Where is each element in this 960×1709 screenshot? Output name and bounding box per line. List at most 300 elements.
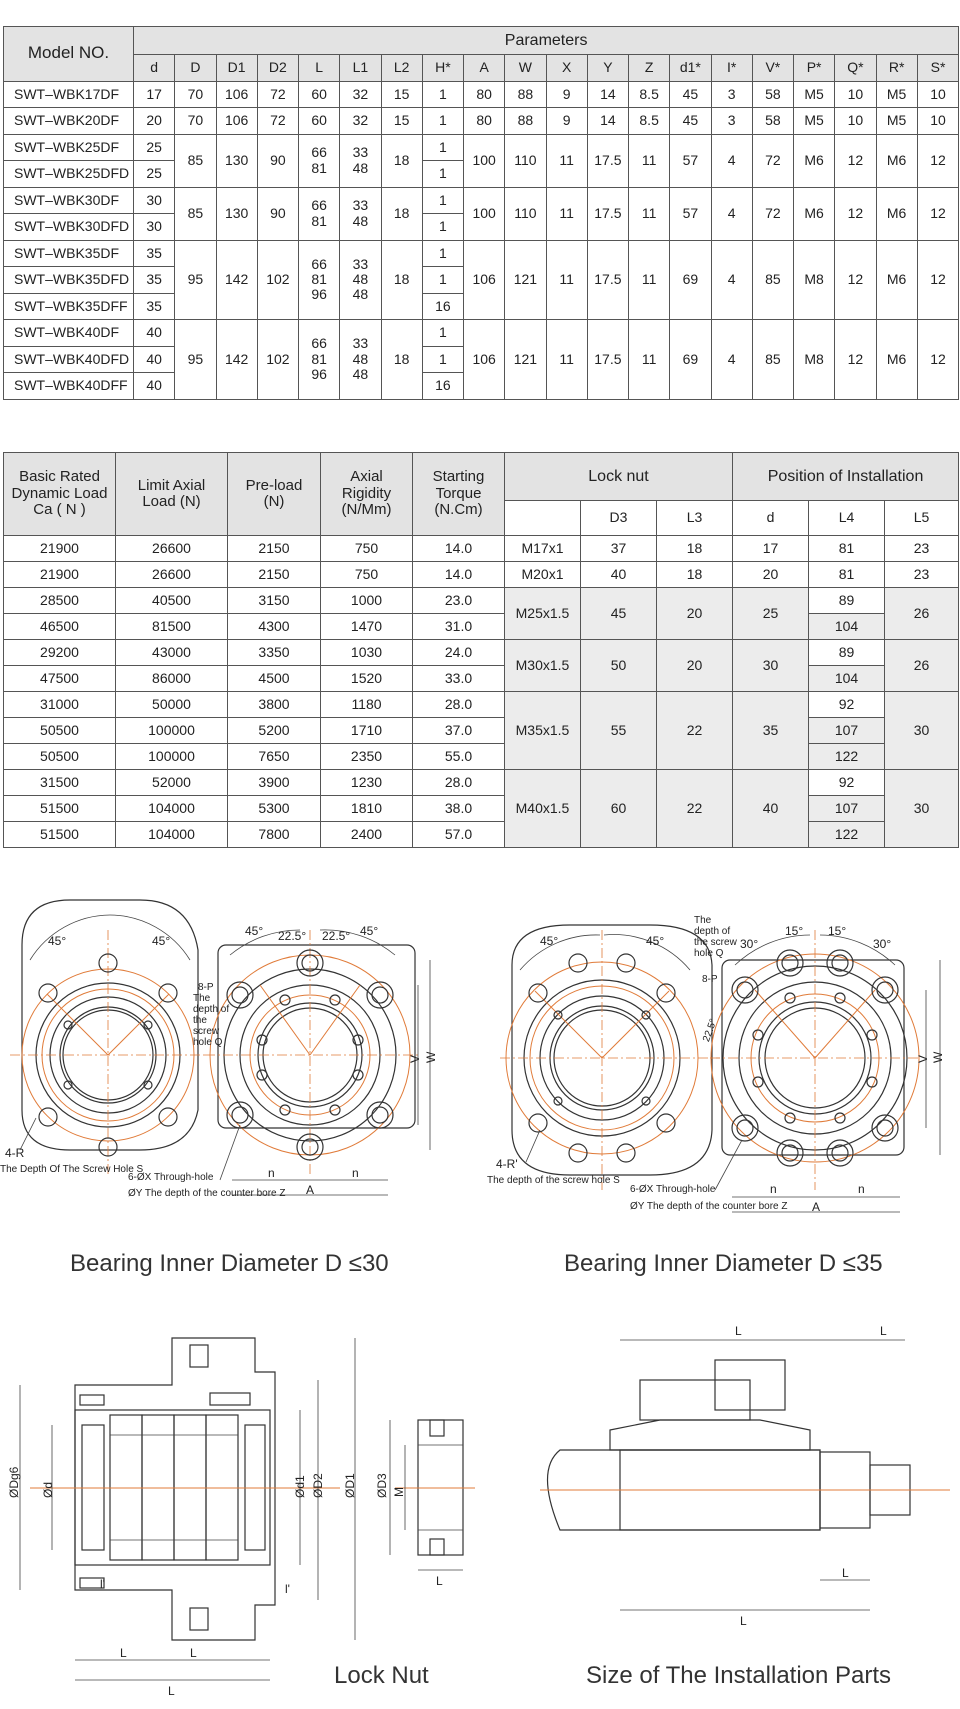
limit-axial-load-header: Limit Axial Load (N) xyxy=(116,453,228,536)
cell-d3: 50 xyxy=(581,640,657,692)
cell-S: 10 xyxy=(917,108,959,135)
angle-label: 15° xyxy=(785,924,804,938)
cell-Y: 17.5 xyxy=(587,187,628,240)
model-number: SWT–WBK35DFF xyxy=(4,293,134,320)
angle-label: 45° xyxy=(48,934,67,948)
cell-l5: 23 xyxy=(885,536,959,562)
cell-d: 40 xyxy=(134,346,175,373)
cell-D1: 106 xyxy=(216,108,257,135)
cell-preload: 3800 xyxy=(228,692,321,718)
cell-L1-line: 48 xyxy=(352,271,369,288)
cell-W: 88 xyxy=(505,108,546,135)
screw-hole-q-label: The depth of the screw hole Q xyxy=(694,915,737,959)
cell-R: M6 xyxy=(876,187,917,240)
cell-Q: 12 xyxy=(835,240,876,320)
cell-X: 11 xyxy=(546,187,587,240)
cell-d1: 57 xyxy=(670,134,711,187)
cell-torque: 24.0 xyxy=(413,640,505,666)
cell-rigidity: 1810 xyxy=(321,796,413,822)
cell-l4: 81 xyxy=(809,562,885,588)
cell-I: 4 xyxy=(711,320,752,400)
through-hole-label: 6-ØX Through-hole xyxy=(630,1184,716,1195)
counter-bore-label: ØY The depth of the counter bore Z xyxy=(630,1201,788,1212)
cell-Z: 8.5 xyxy=(629,108,670,135)
model-number-header: Model NO. xyxy=(4,27,134,82)
cell-l4: 107 xyxy=(809,796,885,822)
cell-thread: M40x1.5 xyxy=(505,770,581,848)
cell-Z: 8.5 xyxy=(629,81,670,108)
cell-d: 30 xyxy=(134,214,175,241)
model-number: SWT–WBK30DF xyxy=(4,187,134,214)
angle-label: 22.5° xyxy=(701,1017,720,1044)
cell-Z: 11 xyxy=(629,187,670,240)
cell-L-line: 81 xyxy=(311,350,327,367)
cell-thread: M25x1.5 xyxy=(505,588,581,640)
thread-p-label: 8-P xyxy=(702,974,718,985)
cell-thread: M30x1.5 xyxy=(505,640,581,692)
cell-W: 88 xyxy=(505,81,546,108)
cell-D: 70 xyxy=(175,81,216,108)
cell-d1: 45 xyxy=(670,81,711,108)
model-number: SWT–WBK17DF xyxy=(4,81,134,108)
cell-H: 16 xyxy=(422,373,463,400)
lock-nut-header: Lock nut xyxy=(505,453,733,501)
cell-d: 40 xyxy=(134,320,175,347)
l4-subheader: L4 xyxy=(809,501,885,536)
cell-thread: M35x1.5 xyxy=(505,692,581,770)
dimension-n: n xyxy=(770,1182,777,1196)
cell-L-line: 66 xyxy=(311,335,327,352)
cell-P: M8 xyxy=(794,240,835,320)
lock-nut-drawing xyxy=(375,1420,475,1588)
cell-l3: 22 xyxy=(657,770,733,848)
cell-d: 30 xyxy=(134,187,175,214)
cell-D2: 90 xyxy=(257,134,298,187)
cell-limit: 86000 xyxy=(116,666,228,692)
cell-A: 106 xyxy=(464,320,505,400)
column-header-D2: D2 xyxy=(257,55,298,82)
cell-L-line: 66 xyxy=(311,144,327,161)
column-header-A: A xyxy=(464,55,505,82)
column-header-P: P* xyxy=(794,55,835,82)
cell-rigidity: 1710 xyxy=(321,718,413,744)
cell-d: 17 xyxy=(733,536,809,562)
cell-limit: 100000 xyxy=(116,744,228,770)
cell-l4: 122 xyxy=(809,744,885,770)
cell-L1: 32 xyxy=(340,81,381,108)
cell-L1-line: 48 xyxy=(352,212,369,229)
cell-rigidity: 2350 xyxy=(321,744,413,770)
cell-torque: 38.0 xyxy=(413,796,505,822)
cell-H: 1 xyxy=(422,187,463,214)
cell-V: 85 xyxy=(752,240,793,320)
cell-limit: 104000 xyxy=(116,796,228,822)
dimension-l-prime: l' xyxy=(100,1577,105,1591)
cell-L1-line: 48 xyxy=(352,159,369,176)
cell-W: 121 xyxy=(505,320,546,400)
parameters-header: Parameters xyxy=(134,27,959,55)
cell-Z: 11 xyxy=(629,134,670,187)
cell-L1: 32 xyxy=(340,108,381,135)
cell-L1-line: 48 xyxy=(352,365,369,382)
cell-L-line: 66 xyxy=(311,197,327,214)
cell-L-line: 81 xyxy=(311,159,327,176)
model-number: SWT–WBK40DFD xyxy=(4,346,134,373)
cell-S: 12 xyxy=(917,134,959,187)
cell-R: M6 xyxy=(876,320,917,400)
cell-V: 58 xyxy=(752,108,793,135)
dimension-v: V xyxy=(916,1054,930,1063)
angle-label: 30° xyxy=(873,937,892,951)
cell-limit: 104000 xyxy=(116,822,228,848)
hole-r-label: 4-R xyxy=(5,1146,25,1160)
cell-thread: M17x1 xyxy=(505,536,581,562)
column-header-L2: L2 xyxy=(381,55,422,82)
model-number: SWT–WBK40DFF xyxy=(4,373,134,400)
cell-S: 12 xyxy=(917,320,959,400)
cell-torque: 55.0 xyxy=(413,744,505,770)
cell-L2: 18 xyxy=(381,187,422,240)
cell-H: 16 xyxy=(422,293,463,320)
cell-ca: 46500 xyxy=(4,614,116,640)
cell-V: 72 xyxy=(752,187,793,240)
cell-l3: 22 xyxy=(657,692,733,770)
dimension-a: A xyxy=(306,1183,315,1197)
cell-P: M6 xyxy=(794,187,835,240)
cell-torque: 28.0 xyxy=(413,692,505,718)
cell-Y: 14 xyxy=(587,81,628,108)
cell-H: 1 xyxy=(422,214,463,241)
cell-d1: 69 xyxy=(670,240,711,320)
cell-A: 106 xyxy=(464,240,505,320)
cell-ca: 29200 xyxy=(4,640,116,666)
cell-preload: 3900 xyxy=(228,770,321,796)
cell-l5: 26 xyxy=(885,588,959,640)
cell-l3: 20 xyxy=(657,588,733,640)
cell-l4: 104 xyxy=(809,614,885,640)
cell-D1: 142 xyxy=(216,320,257,400)
cell-d: 40 xyxy=(733,770,809,848)
angle-label: 30° xyxy=(740,937,759,951)
cell-X: 9 xyxy=(546,81,587,108)
cell-l4: 104 xyxy=(809,666,885,692)
cell-D: 95 xyxy=(175,240,216,320)
cell-A: 100 xyxy=(464,187,505,240)
housing-view-small xyxy=(128,924,438,1199)
cell-preload: 3350 xyxy=(228,640,321,666)
cell-L1-line: 48 xyxy=(352,350,369,367)
caption-large-bearing: Bearing Inner Diameter D ≤35 xyxy=(564,1250,883,1277)
dimension-L: L xyxy=(190,1646,197,1660)
cell-L-line: 81 xyxy=(311,271,327,288)
dimension-d: Ød xyxy=(41,1481,55,1498)
cell-L1-line: 33 xyxy=(352,144,369,161)
model-number: SWT–WBK25DFD xyxy=(4,161,134,188)
cell-ca: 50500 xyxy=(4,744,116,770)
dimension-a: A xyxy=(812,1200,821,1214)
cell-l5: 26 xyxy=(885,640,959,692)
flange-view-large xyxy=(487,925,720,1190)
cell-P: M5 xyxy=(794,108,835,135)
cell-limit: 43000 xyxy=(116,640,228,666)
cell-limit: 26600 xyxy=(116,536,228,562)
cell-P: M6 xyxy=(794,134,835,187)
angle-label: 45° xyxy=(152,934,171,948)
cell-d1: 57 xyxy=(670,187,711,240)
cell-R: M5 xyxy=(876,108,917,135)
cell-L: 60 xyxy=(299,81,340,108)
dimension-dg6: ØDg6 xyxy=(7,1466,21,1498)
cell-R: M6 xyxy=(876,240,917,320)
cell-ca: 51500 xyxy=(4,822,116,848)
d3-subheader: D3 xyxy=(581,501,657,536)
preload-header: Pre-load (N) xyxy=(228,453,321,536)
dimension-D1: ØD1 xyxy=(343,1473,357,1498)
cell-d: 20 xyxy=(733,562,809,588)
cell-H: 1 xyxy=(422,81,463,108)
cell-Q: 10 xyxy=(835,108,876,135)
cell-d: 35 xyxy=(733,692,809,770)
column-header-X: X xyxy=(546,55,587,82)
screw-hole-s-label: The depth of the screw hole S xyxy=(487,1175,620,1186)
cell-torque: 31.0 xyxy=(413,614,505,640)
dimension-l-prime: l' xyxy=(285,1582,290,1596)
model-number: SWT–WBK25DF xyxy=(4,134,134,161)
cell-preload: 5200 xyxy=(228,718,321,744)
dimension-L: L xyxy=(880,1324,887,1338)
axial-rigidity-header: Axial Rigidity (N/Mm) xyxy=(321,453,413,536)
cell-l3: 18 xyxy=(657,562,733,588)
cell-preload: 4500 xyxy=(228,666,321,692)
screw-hole-s-text: The Depth Of The Screw Hole S xyxy=(0,1164,144,1175)
cell-L2: 15 xyxy=(381,81,422,108)
cell-d: 30 xyxy=(733,640,809,692)
dynamic-load-header: Basic Rated Dynamic Load Ca ( N ) xyxy=(4,453,116,536)
cell-H: 1 xyxy=(422,320,463,347)
cell-L2: 18 xyxy=(381,134,422,187)
cell-W: 110 xyxy=(505,187,546,240)
model-number: SWT–WBK35DF xyxy=(4,240,134,267)
cell-ca: 50500 xyxy=(4,718,116,744)
cell-H: 1 xyxy=(422,267,463,294)
model-number: SWT–WBK35DFD xyxy=(4,267,134,294)
dimension-L: L xyxy=(168,1684,175,1698)
cell-l4: 92 xyxy=(809,770,885,796)
dimension-w: W xyxy=(424,1051,438,1063)
cell-L: 60 xyxy=(299,108,340,135)
cell-X: 11 xyxy=(546,240,587,320)
angle-label: 45° xyxy=(360,924,379,938)
cell-ca: 31500 xyxy=(4,770,116,796)
cell-I: 4 xyxy=(711,187,752,240)
cell-ca: 21900 xyxy=(4,536,116,562)
dimension-n: n xyxy=(858,1182,865,1196)
dimension-d1: Ød1 xyxy=(293,1475,307,1498)
hole-r-label: 4-R' xyxy=(496,1157,518,1171)
dimension-D3: ØD3 xyxy=(375,1473,389,1498)
dimension-L: L xyxy=(436,1574,443,1588)
cell-preload: 2150 xyxy=(228,536,321,562)
cell-R: M6 xyxy=(876,134,917,187)
column-header-D1: D1 xyxy=(216,55,257,82)
cell-X: 11 xyxy=(546,134,587,187)
cell-d: 35 xyxy=(134,267,175,294)
dimension-n: n xyxy=(352,1166,359,1180)
dimension-D2: ØD2 xyxy=(311,1473,325,1498)
column-header-d1: d1* xyxy=(670,55,711,82)
cell-l5: 30 xyxy=(885,692,959,770)
column-header-W: W xyxy=(505,55,546,82)
cell-rigidity: 2400 xyxy=(321,822,413,848)
cell-L2: 18 xyxy=(381,320,422,400)
cell-P: M8 xyxy=(794,320,835,400)
cell-Z: 11 xyxy=(629,240,670,320)
screw-hole-s-label xyxy=(0,1164,144,1175)
angle-label: 15° xyxy=(828,924,847,938)
cell-ca: 21900 xyxy=(4,562,116,588)
cell-d: 17 xyxy=(134,81,175,108)
cell-L-line: 96 xyxy=(311,365,327,382)
cell-rigidity: 1030 xyxy=(321,640,413,666)
cell-X: 9 xyxy=(546,108,587,135)
thread-p-label: 8-P xyxy=(198,982,214,993)
cell-d1: 69 xyxy=(670,320,711,400)
cell-Y: 17.5 xyxy=(587,320,628,400)
cell-limit: 50000 xyxy=(116,692,228,718)
cell-V: 58 xyxy=(752,81,793,108)
cell-rigidity: 1180 xyxy=(321,692,413,718)
angle-label: 22.5° xyxy=(278,929,307,943)
column-header-D: D xyxy=(175,55,216,82)
cell-torque: 14.0 xyxy=(413,536,505,562)
cell-limit: 40500 xyxy=(116,588,228,614)
cell-W: 110 xyxy=(505,134,546,187)
cell-D1: 106 xyxy=(216,81,257,108)
column-header-Y: Y xyxy=(587,55,628,82)
cell-L2: 18 xyxy=(381,240,422,320)
cell-rigidity: 1000 xyxy=(321,588,413,614)
cell-I: 4 xyxy=(711,134,752,187)
cell-H: 1 xyxy=(422,108,463,135)
cell-Y: 17.5 xyxy=(587,240,628,320)
cell-l4: 89 xyxy=(809,588,885,614)
housing-view-large xyxy=(630,915,945,1214)
cell-Y: 14 xyxy=(587,108,628,135)
cell-D: 70 xyxy=(175,108,216,135)
cell-L-line: 66 xyxy=(311,255,327,272)
cell-ca: 51500 xyxy=(4,796,116,822)
cell-A: 80 xyxy=(464,108,505,135)
column-header-I: I* xyxy=(711,55,752,82)
angle-label: 22.5° xyxy=(322,929,351,943)
position-of-installation-header: Position of Installation xyxy=(733,453,959,501)
cell-R: M5 xyxy=(876,81,917,108)
cell-Q: 12 xyxy=(835,320,876,400)
cell-preload: 7650 xyxy=(228,744,321,770)
cell-A: 100 xyxy=(464,134,505,187)
cell-d: 35 xyxy=(134,293,175,320)
column-header-H: H* xyxy=(422,55,463,82)
cell-torque: 23.0 xyxy=(413,588,505,614)
angle-label: 45° xyxy=(245,924,264,938)
cell-d3: 40 xyxy=(581,562,657,588)
cell-L1-line: 33 xyxy=(352,255,369,272)
column-header-R: R* xyxy=(876,55,917,82)
cell-I: 4 xyxy=(711,240,752,320)
column-header-Q: Q* xyxy=(835,55,876,82)
cell-Y: 17.5 xyxy=(587,134,628,187)
cell-Q: 12 xyxy=(835,134,876,187)
sectional-view xyxy=(7,1338,357,1698)
l3-subheader: L3 xyxy=(657,501,733,536)
angle-label: 45° xyxy=(540,934,559,948)
cell-preload: 2150 xyxy=(228,562,321,588)
cell-H: 1 xyxy=(422,161,463,188)
cell-X: 11 xyxy=(546,320,587,400)
cell-limit: 100000 xyxy=(116,718,228,744)
cell-rigidity: 750 xyxy=(321,562,413,588)
dimension-L: L xyxy=(120,1646,127,1660)
cell-torque: 37.0 xyxy=(413,718,505,744)
cell-d3: 55 xyxy=(581,692,657,770)
cell-S: 10 xyxy=(917,81,959,108)
cell-S: 12 xyxy=(917,240,959,320)
cell-H: 1 xyxy=(422,346,463,373)
cell-d: 25 xyxy=(134,161,175,188)
cell-L-line: 96 xyxy=(311,286,327,303)
cell-rigidity: 750 xyxy=(321,536,413,562)
cell-d3: 45 xyxy=(581,588,657,640)
cell-L-line: 81 xyxy=(311,212,327,229)
cell-W: 121 xyxy=(505,240,546,320)
dimension-n: n xyxy=(268,1166,275,1180)
cell-D: 85 xyxy=(175,187,216,240)
caption-small-bearing: Bearing Inner Diameter D ≤30 xyxy=(70,1250,389,1277)
cell-l4: 81 xyxy=(809,536,885,562)
cell-l3: 20 xyxy=(657,640,733,692)
cell-Q: 10 xyxy=(835,81,876,108)
model-number: SWT–WBK40DF xyxy=(4,320,134,347)
l5-subheader: L5 xyxy=(885,501,959,536)
cell-d: 25 xyxy=(134,134,175,161)
cell-torque: 28.0 xyxy=(413,770,505,796)
cell-H: 1 xyxy=(422,134,463,161)
column-header-L: L xyxy=(299,55,340,82)
cell-D2: 102 xyxy=(257,320,298,400)
cell-D1: 130 xyxy=(216,187,257,240)
cell-A: 80 xyxy=(464,81,505,108)
cell-ca: 31000 xyxy=(4,692,116,718)
dimension-v: V xyxy=(408,1054,422,1063)
cell-preload: 3150 xyxy=(228,588,321,614)
dimension-w: W xyxy=(931,1051,945,1063)
cell-D1: 142 xyxy=(216,240,257,320)
cell-torque: 57.0 xyxy=(413,822,505,848)
cell-L1-line: 33 xyxy=(352,335,369,352)
cell-limit: 52000 xyxy=(116,770,228,796)
cell-D2: 90 xyxy=(257,187,298,240)
cell-L2: 15 xyxy=(381,108,422,135)
cell-rigidity: 1520 xyxy=(321,666,413,692)
installation-drawing xyxy=(540,1324,950,1628)
cell-I: 3 xyxy=(711,108,752,135)
cell-D2: 72 xyxy=(257,81,298,108)
cell-thread: M20x1 xyxy=(505,562,581,588)
cell-l4: 122 xyxy=(809,822,885,848)
cell-D1: 130 xyxy=(216,134,257,187)
cell-l4: 89 xyxy=(809,640,885,666)
cell-l5: 30 xyxy=(885,770,959,848)
